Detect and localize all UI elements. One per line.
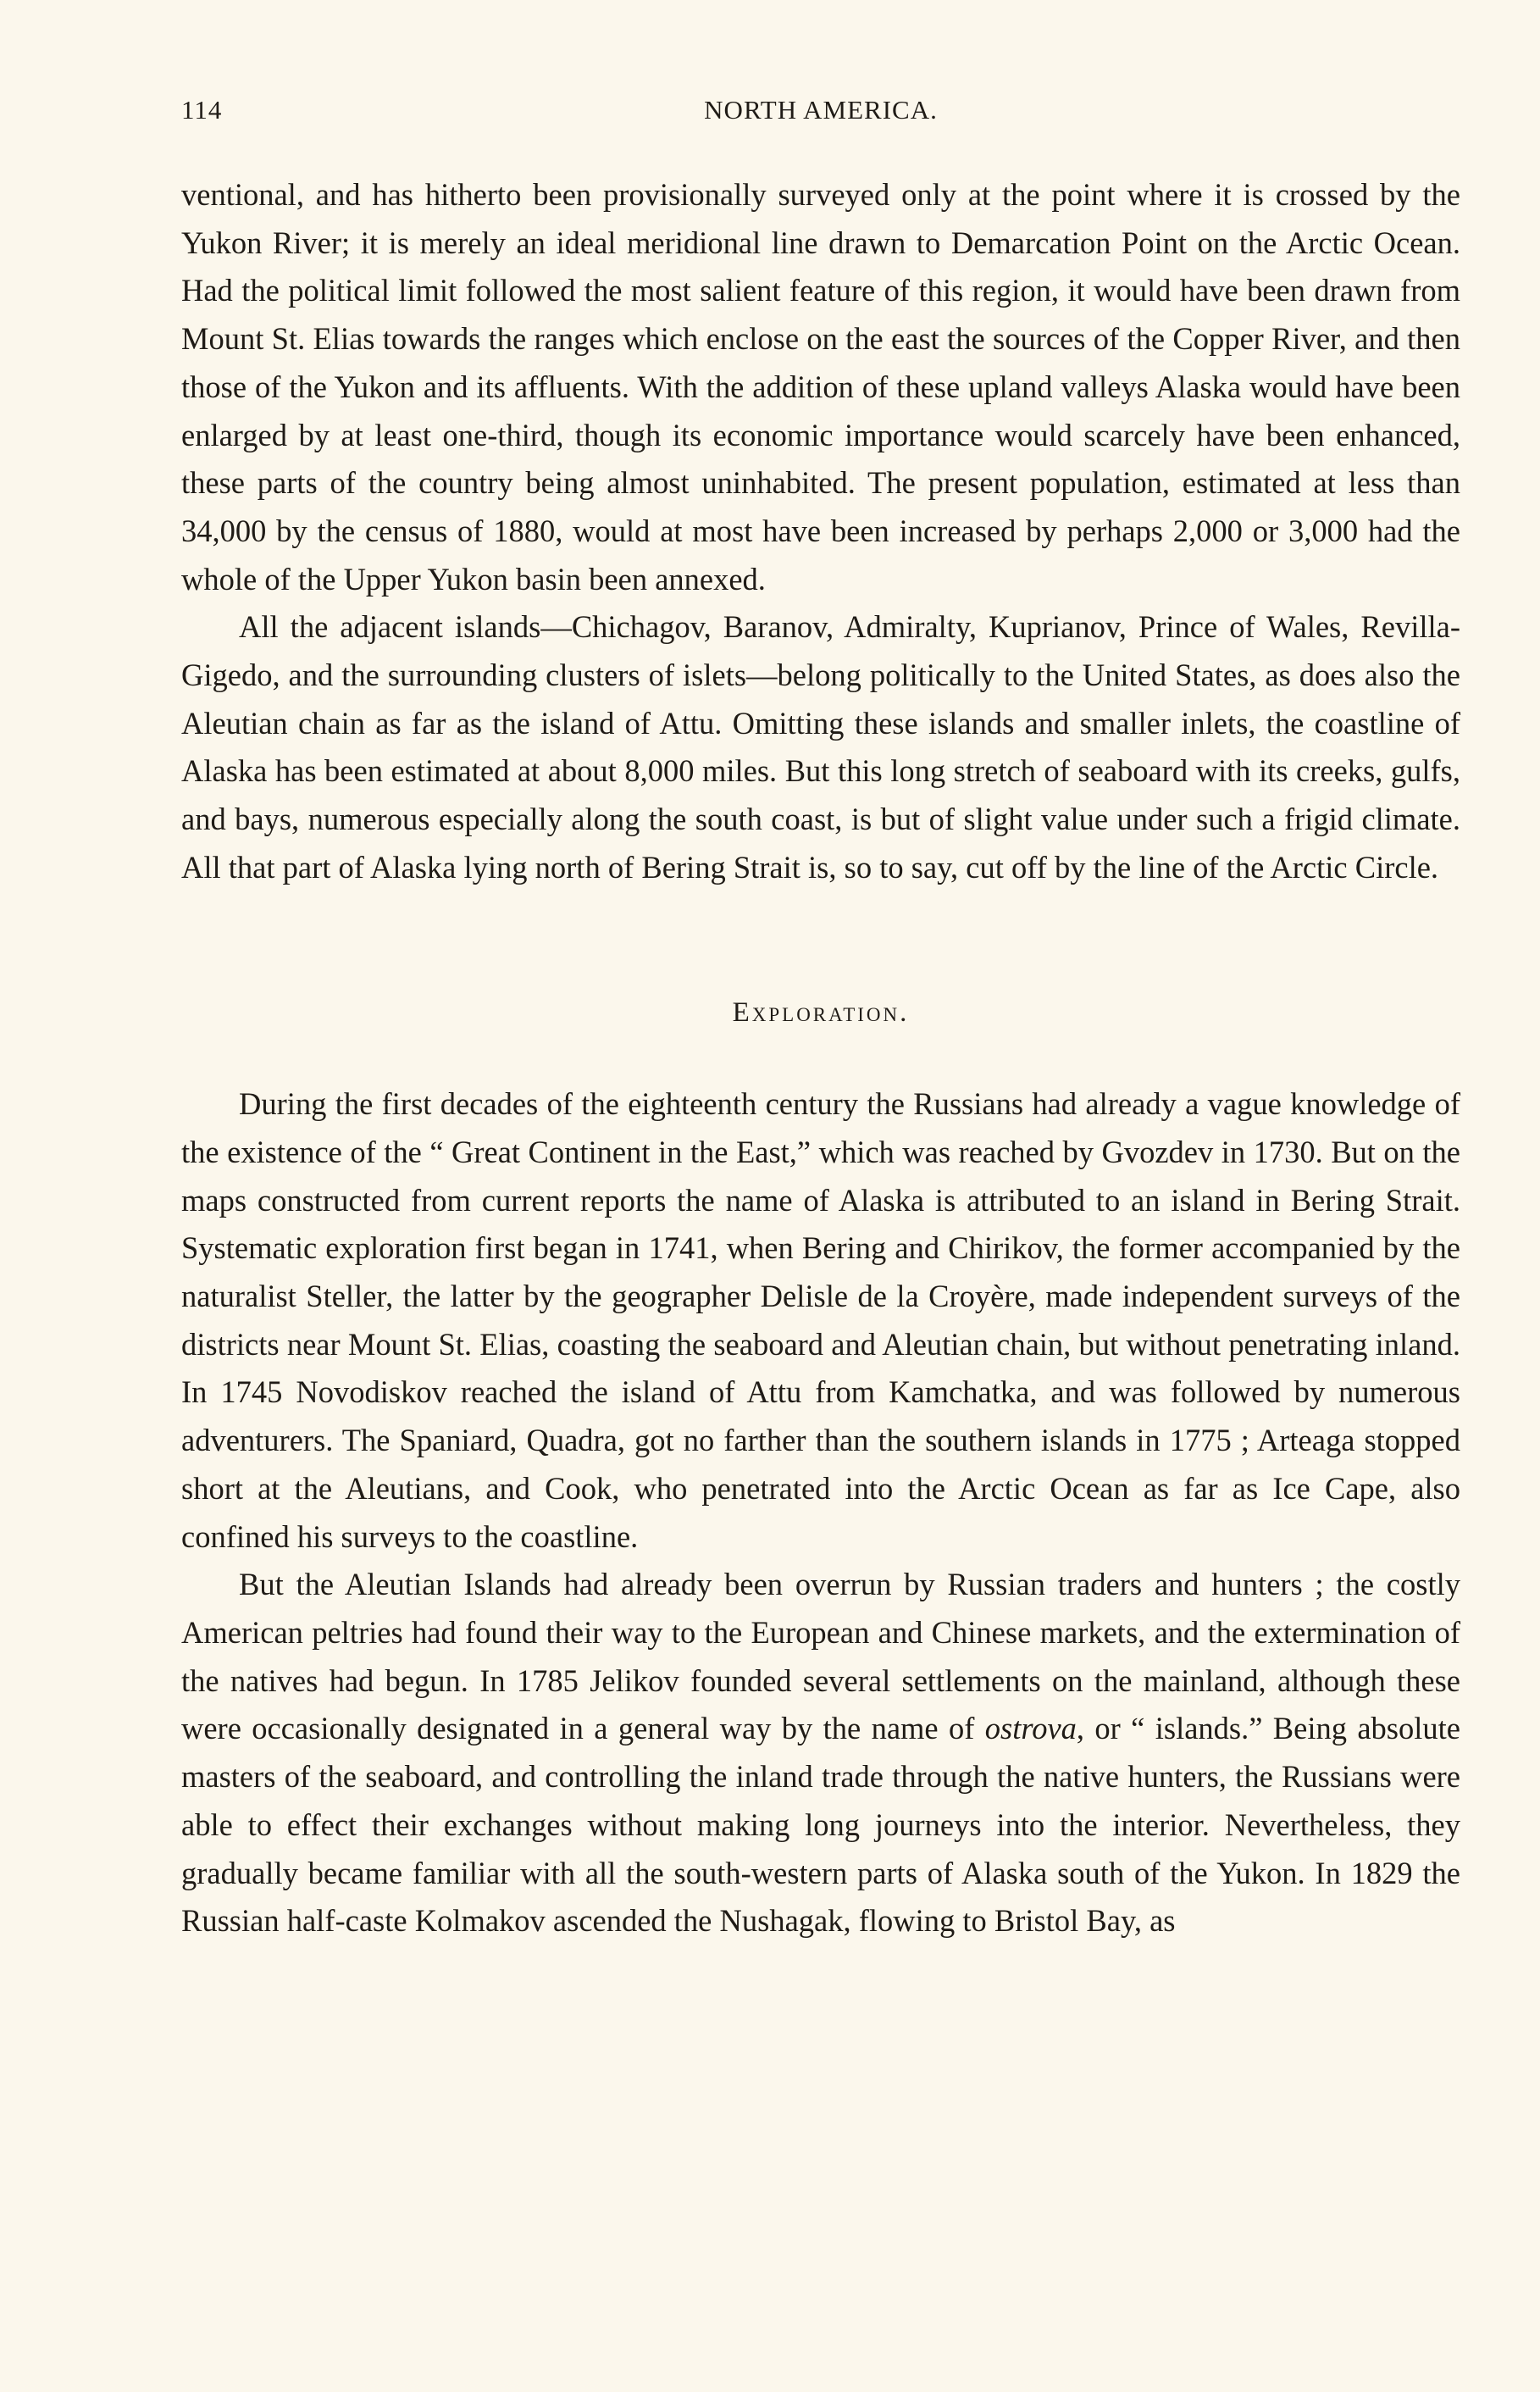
body-text <box>181 171 1460 1945</box>
paragraph-aleutian <box>181 1561 1460 1945</box>
paragraph-continued: ventional, and has hitherto been provisionally surveyed only at the point where it is crossed by the Yukon River; it is merely an ideal meridional line drawn to Demarcation Point on the Arctic Ocean. Had the political limit followed the most salient feature of this region, it would have been drawn from Mount St. Elias towards the ranges which enclose on the east the sources of the Copper River, and then those of the Yukon and its affluents. With the addition of these upland valleys Alaska would have been enlarged by at least one-third, though its economic importance would scarcely have been enhanced, these parts of the country being almost uninhabited. The present population, estimated at less than 34,000 by the census of 1880, would at most have been increased by perhaps 2,000 or 3,000 had the whole of the Upper Yukon basin been annexed. <box>181 177 1460 597</box>
page-number: 114 <box>181 95 223 125</box>
section-heading: Exploration. <box>732 996 910 1028</box>
paragraph-text-part: But the Aleutian Islands had already been overrun by Russian traders and hunters ; the costly American peltries had found their way to the European and Chinese markets, and the extermination of the natives had begun. In 1785 Jelikov founded several settlements on the mainland, although these were occasionally designated in a general way by the name of <box>181 1567 1460 1746</box>
paragraph-islands: All the adjacent islands—Chichagov, Baranov, Admiralty, Kuprianov, Prince of Wales, Revilla-Gigedo, and the surrounding clusters of islets—belong politically to the United States, as does also the Aleutian chain as far as the island of Attu. Omitting these islands and smaller inlets, the coastline of Alaska has been estimated at about 8,000 miles. But this long stretch of seaboard with its creeks, gulfs, and bays, numerous especially along the south coast, is but of slight value under such a frigid climate. All that part of Alaska lying north of Bering Strait is, so to say, cut off by the line of the Arctic Circle. <box>181 609 1460 885</box>
paragraph-text-part: , or “ islands.” Being absolute masters of the seaboard, and controlling the inland trade through the native hunters, the Russians were able to effect their exchanges without making long journeys into the interior. Nevertheless, they gradually became familiar with all the south-western parts of Alaska south of the Yukon. In 1829 the Russian half-caste Kolmakov ascended the Nushagak, flowing to Bristol Bay, as <box>181 1711 1460 1939</box>
running-head: NORTH AMERICA. <box>704 95 938 125</box>
paragraph-exploration: During the first decades of the eighteenth century the Russians had already a vague knowledge of the existence of the “ Great Continent in the East,” which was reached by Gvozdev in 1730. But on the maps constructed from current reports the name of Alaska is attributed to an island in Bering Strait. Systematic exploration first began in 1741, when Bering and Chirikov, the former accompanied by the naturalist Steller, the latter by the geographer Delisle de la Croyère, made independent surveys of the districts near Mount St. Elias, coasting the seaboard and Aleutian chain, but without penetrating inland. In 1745 Novodiskov reached the island of Attu from Kamchatka, and was followed by numerous adventurers. The Spaniard, Quadra, got no farther than the southern islands in 1775 ; Arteaga stopped short at the Aleutians, and Cook, who penetrated into the Arctic Ocean as far as Ice Cape, also confined his surveys to the coastline. <box>181 1086 1460 1554</box>
italic-term: ostrova <box>984 1711 1077 1746</box>
page-header <box>181 95 1460 137</box>
